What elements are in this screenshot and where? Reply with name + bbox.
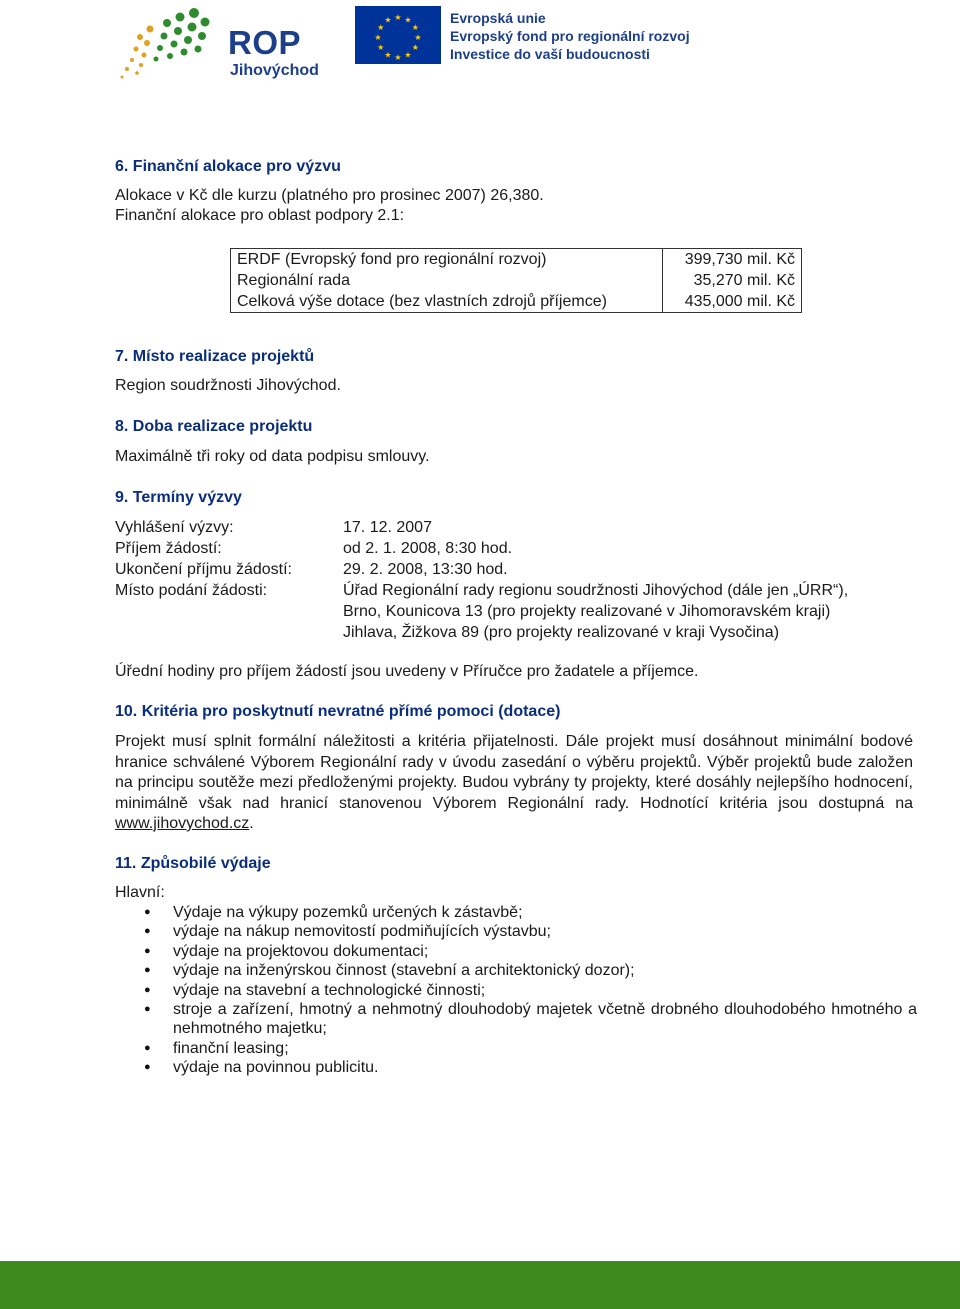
svg-text:★: ★ — [384, 50, 392, 60]
section-8-title: 8. Doba realizace projektu — [115, 418, 313, 435]
svg-text:★: ★ — [414, 33, 422, 42]
svg-text:★: ★ — [411, 23, 419, 32]
section-11-heading: Způsobilé výdaje — [140, 855, 271, 872]
eu-flag-icon — [355, 6, 441, 64]
place-line-3: Jihlava, Žižkova 89 (pro projekty realizované v kraji Vysočina) — [343, 624, 780, 641]
eu-text-block — [450, 9, 690, 63]
rop-logo-text: ROP — [228, 24, 302, 61]
section-10-paragraph: Projekt musí splnit formální náležitosti a kritéria přijatelnosti. Dále projekt musí dosáhnout minimální bodové hranice schválené Výborem Regionální rady v úvodu zasedání o výběru projektů. Výběr projektů bude založen na principu soutěže mezi předloženými projekty. Budou vybrány ty projekty, které dosáhly nejlepšího hodnocení, minimálně však nad hranicí stanovenou Výborem Regionální rady. Hodnotící kritéria jsou dostupná na — [115, 733, 913, 812]
list-item: ● stroje a zařízení, hmotný a nehmotný dlouhodobý majetek včetně drobného dlouhodobého hmotného a nehmotného majetku; — [117, 1000, 917, 1039]
jihovychod-link[interactable]: www.jihovychod.cz — [115, 815, 250, 832]
svg-text:★: ★ — [377, 23, 385, 32]
list-item: ● finanční leasing; — [117, 1039, 917, 1058]
table-row — [231, 249, 802, 271]
dates-value: od 2. 1. 2008, 8:30 hod. — [343, 540, 513, 557]
eu-line-2: Evropský fond pro regionální rozvoj — [450, 28, 690, 44]
svg-text:★: ★ — [404, 15, 412, 25]
table-cell-label: Celková výše dotace (bez vlastních zdrojů příjemce) — [231, 291, 663, 313]
section-9-title: 9. Termíny výzvy — [115, 489, 242, 506]
section-7-title: 7. Místo realizace projektů — [115, 348, 315, 365]
section-10-end: . — [249, 815, 254, 832]
section-11-number: 11. — [115, 855, 137, 872]
section-9-note: Úřední hodiny pro příjem žádostí jsou uvedeny v Příručce pro žadatele a příjemce. — [115, 663, 699, 680]
section-10-heading: Kritéria pro poskytnutí nevratné přímé pomoci (dotace) — [141, 703, 561, 720]
table-row — [231, 270, 802, 291]
svg-text:★: ★ — [404, 50, 412, 60]
list-item: ● výdaje na projektovou dokumentaci; — [117, 942, 917, 961]
section-11-subtitle: Hlavní: — [115, 884, 165, 901]
dates-value: 29. 2. 2008, 13:30 hod. — [343, 561, 508, 578]
eu-line-3: Investice do vaší budoucnosti — [450, 46, 650, 62]
table-cell-value: 35,270 mil. Kč — [693, 272, 795, 289]
dates-label: Vyhlášení výzvy: — [115, 519, 234, 536]
section-10-title — [115, 702, 560, 722]
dates-row — [115, 560, 848, 581]
eligible-costs-list — [117, 903, 917, 1078]
svg-text:★: ★ — [394, 53, 402, 62]
footer-green-bar — [0, 1261, 960, 1309]
section-10-text — [115, 732, 913, 835]
list-item: ● výdaje na nákup nemovitostí podmiňujících výstavbu; — [117, 922, 917, 941]
section-6-line-1: Alokace v Kč dle kurzu (platného pro prosinec 2007) 26,380. — [115, 187, 544, 204]
section-8-text: Maximálně tři roky od data podpisu smlouvy. — [115, 448, 430, 465]
svg-text:★: ★ — [394, 13, 402, 22]
list-item: ● výdaje na inženýrskou činnost (stavební a architektonický dozor); — [117, 961, 917, 980]
table-cell-value: 399,730 mil. Kč — [684, 251, 795, 268]
section-10-number: 10. — [115, 703, 138, 720]
table-cell-label: ERDF (Evropský fond pro regionální rozvoj) — [231, 249, 663, 271]
dates-row — [115, 539, 848, 560]
svg-text:★: ★ — [411, 43, 419, 52]
dates-label: Ukončení příjmu žádostí: — [115, 561, 292, 578]
svg-text:★: ★ — [377, 43, 385, 52]
list-item: ● výdaje na povinnou publicitu. — [117, 1058, 917, 1077]
section-6-title: 6. Finanční alokace pro výzvu — [115, 158, 341, 175]
eu-line-1: Evropská unie — [450, 10, 546, 26]
list-item: ● výdaje na stavební a technologické činnosti; — [117, 981, 917, 1000]
section-11-title — [115, 854, 271, 874]
section-7-text: Region soudržnosti Jihovýchod. — [115, 377, 341, 394]
svg-text:★: ★ — [384, 15, 392, 25]
section-6-line-2: Finanční alokace pro oblast podpory 2.1: — [115, 207, 405, 224]
allocation-table — [230, 248, 802, 313]
rop-logo-subtitle: Jihovýchod — [230, 62, 319, 79]
table-cell-label: Regionální rada — [231, 270, 663, 291]
dates-row — [115, 518, 848, 539]
dates-table — [115, 518, 848, 644]
table-cell-value: 435,000 mil. Kč — [684, 293, 795, 310]
dates-label: Příjem žádostí: — [115, 540, 222, 557]
dates-value: 17. 12. 2007 — [343, 519, 432, 536]
dates-label: Místo podání žádosti: — [115, 582, 268, 599]
dates-value: Úřad Regionální rady regionu soudržnosti Jihovýchod (dále jen „ÚRR“), — [343, 582, 849, 599]
list-item: ● Výdaje na výkupy pozemků určených k zástavbě; — [117, 903, 917, 922]
dates-row — [115, 581, 848, 602]
place-line-2: Brno, Kounicova 13 (pro projekty realizované v Jihomoravském kraji) — [343, 603, 831, 620]
table-row — [231, 291, 802, 313]
svg-text:★: ★ — [374, 33, 382, 42]
